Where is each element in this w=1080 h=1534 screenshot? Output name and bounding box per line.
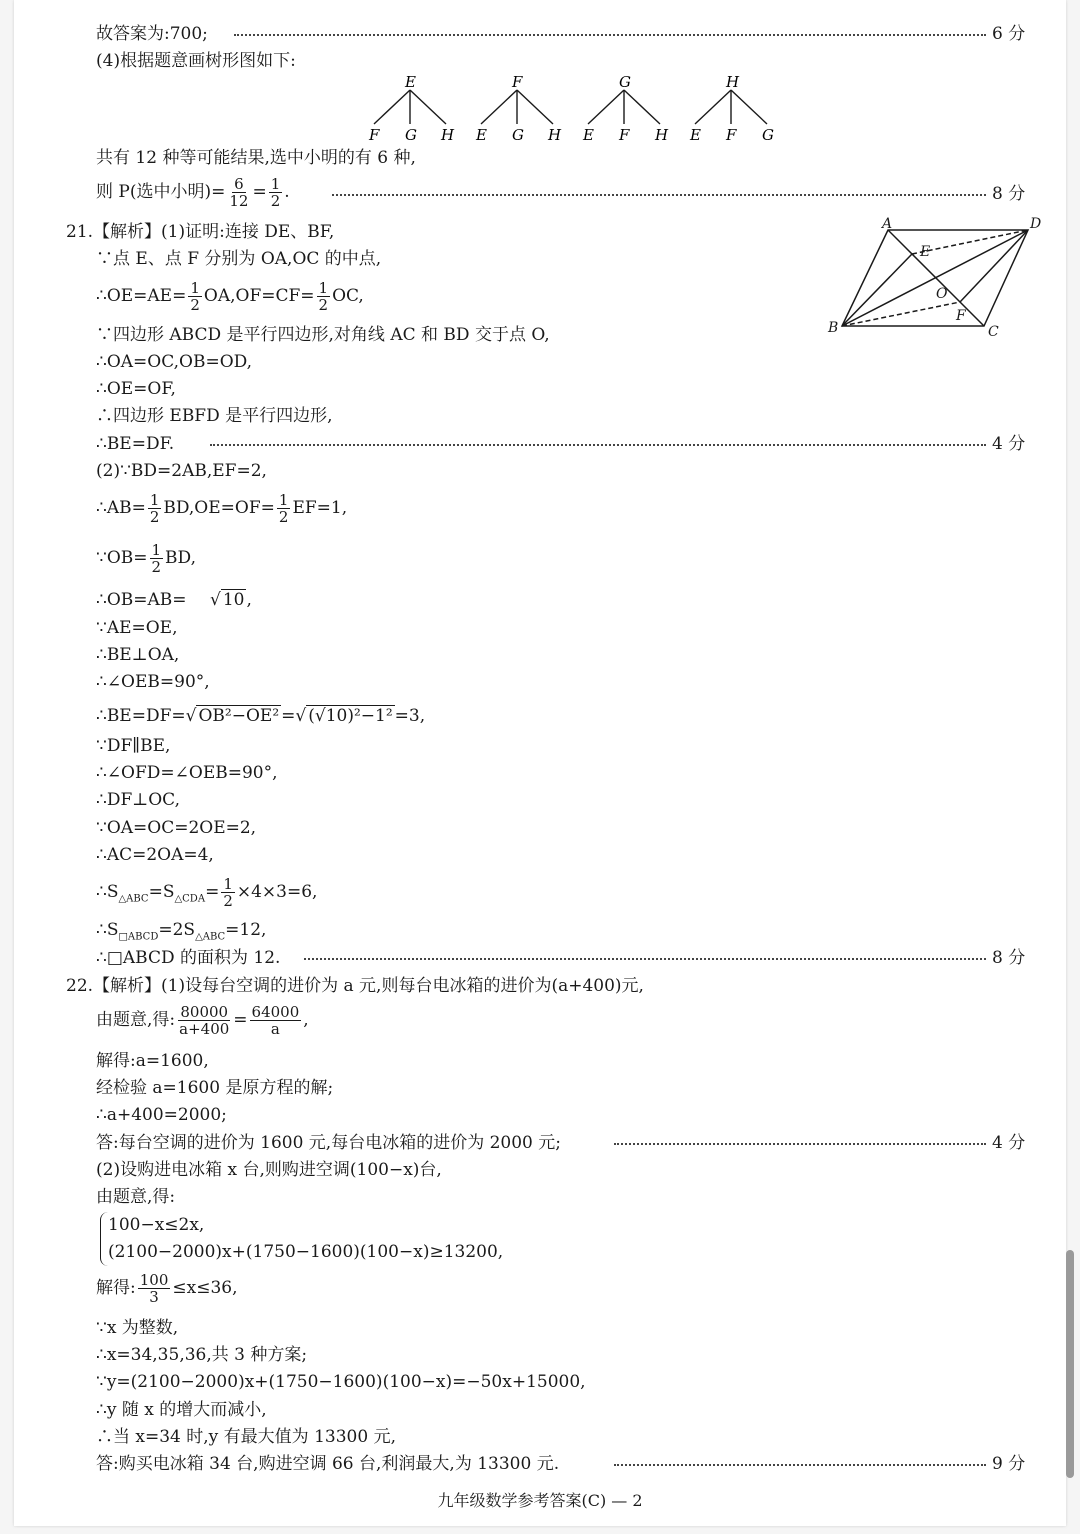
solution-line: 答:每台空调的进价为 1600 元,每台电冰箱的进价为 2000 元;: [96, 1133, 562, 1153]
solution-line: 共有 12 种等可能结果,选中小明的有 6 种,: [96, 148, 416, 168]
solution-line: 解得:a=1600,: [96, 1051, 209, 1071]
score-leader: [332, 194, 986, 196]
label-e: E: [920, 244, 931, 260]
oe-equation: [96, 280, 364, 313]
fraction-denominator: 2: [190, 296, 200, 314]
fraction-denominator: 2: [223, 892, 233, 910]
tree-leaf-label: F: [369, 126, 380, 144]
solution-line: ∴□ABCD 的面积为 12.: [96, 948, 281, 968]
tree-leaf-label: E: [583, 126, 594, 144]
radicand: (√10)²−1²: [308, 706, 393, 726]
fraction-denominator: 2: [278, 508, 289, 526]
tree-diagram: [354, 70, 784, 146]
fraction-numerator: 1: [278, 491, 289, 509]
equals-sign: =: [281, 706, 296, 726]
tree-leaf-label: G: [762, 126, 774, 144]
score-8: 8 分: [992, 184, 1026, 204]
equals-sign: =: [252, 182, 267, 202]
fraction-denominator: 2: [151, 558, 162, 576]
solution-line: ∵点 E、点 F 分别为 OA,OC 的中点,: [96, 249, 382, 269]
tree-root-label: F: [512, 73, 523, 91]
solution-line: ∴当 x=34 时,y 有最大值为 13300 元,: [96, 1427, 396, 1447]
fraction: [227, 176, 250, 209]
fraction-denominator: 2: [149, 508, 160, 526]
page-footer: 九年级数学参考答案(C) — 2: [437, 1491, 643, 1510]
solution-line: (2)设购进电冰箱 x 台,则购进空调(100−x)台,: [96, 1160, 442, 1180]
be-equation: [96, 704, 425, 728]
solution-line: 100−x≤2x,: [108, 1215, 205, 1235]
tree-branch: [410, 90, 446, 124]
label-o: O: [936, 286, 948, 302]
solution-line: ∴a+400=2000;: [96, 1105, 227, 1125]
solution-line: ∴x=34,35,36,共 3 种方案;: [96, 1345, 308, 1365]
score-leader: [210, 444, 986, 446]
fraction-numerator: 80000: [180, 1003, 229, 1021]
solution-line: ∵x 为整数,: [96, 1318, 179, 1338]
label-f: F: [956, 308, 966, 324]
tree-branch: [588, 90, 624, 124]
tree-leaf-label: F: [726, 126, 737, 144]
comma: ,: [246, 590, 252, 610]
fraction-numerator: 1: [318, 279, 329, 297]
sqrt-sign: √: [210, 590, 221, 610]
label-a: A: [882, 216, 893, 232]
tree-root-label: H: [726, 73, 740, 91]
fraction: [269, 176, 283, 209]
solution-line: 经检验 a=1600 是原方程的解;: [96, 1078, 334, 1098]
solution-line: ∵y=(2100−2000)x+(1750−1600)(100−x)=−50x+15000,: [96, 1372, 586, 1392]
fraction-denominator: 2: [270, 192, 281, 210]
score-4: 4 分: [992, 1133, 1026, 1153]
solution-line: ∴OA=OC,OB=OD,: [96, 352, 253, 372]
score-4: 4 分: [992, 434, 1026, 454]
solution-range: [96, 1272, 238, 1305]
tree-branch: [374, 90, 410, 124]
probability-line: [96, 176, 290, 209]
equation-part: ∵OB=: [96, 548, 148, 568]
tree-branch: [481, 90, 517, 124]
fraction-numerator: 1: [190, 279, 200, 297]
tree-leaf-label: H: [655, 126, 669, 144]
score-6: 6 分: [992, 24, 1026, 44]
equation-part: ∴S: [96, 882, 119, 902]
equation-part: ∴S: [96, 920, 119, 940]
equation-part: ≤x≤36,: [172, 1278, 238, 1298]
label-b: B: [828, 320, 839, 336]
equation-part: BD,OE=OF=: [163, 498, 275, 518]
solution-line: ∴∠OFD=∠OEB=90°,: [96, 763, 278, 783]
equals-sign: =: [205, 882, 220, 902]
solution-line: ∵AE=OE,: [96, 618, 178, 638]
equation-part: OC,: [332, 286, 364, 306]
score-leader: [614, 1143, 986, 1145]
equation-part: =S: [148, 882, 175, 902]
label-c: C: [988, 324, 999, 340]
solution-line: (2)∵BD=2AB,EF=2,: [96, 461, 267, 481]
fraction-denominator: a: [270, 1020, 280, 1038]
solution-line: ∵四边形 ABCD 是平行四边形,对角线 AC 和 BD 交于点 O,: [96, 325, 550, 345]
equation-part: ∴AB=: [96, 498, 146, 518]
solution-line: ∴OB=AB=: [96, 590, 187, 610]
area-equation: [96, 876, 317, 911]
fraction-numerator: 1: [270, 175, 281, 193]
solution-line: 答:购买电冰箱 34 台,购进空调 66 台,利润最大,为 13300 元.: [96, 1454, 560, 1474]
tree-leaf-label: H: [548, 126, 562, 144]
subscript: △ABC: [195, 931, 226, 943]
tree-leaf-label: E: [690, 126, 701, 144]
fraction-denominator: a+400: [179, 1020, 230, 1038]
equation-part: 解得:: [96, 1278, 136, 1298]
answer-page: [14, 0, 1066, 1526]
fraction: [177, 1004, 231, 1037]
fraction-numerator: 1: [223, 875, 233, 893]
fraction: [221, 876, 235, 909]
solution-line: ∴BE=DF.: [96, 434, 175, 454]
solution-line: ∵DF∥BE,: [96, 736, 171, 756]
price-equation: [96, 1004, 309, 1037]
tree-root-label: E: [405, 73, 416, 91]
solution-line: ∴AC=2OA=4,: [96, 845, 214, 865]
subscript: □ABCD: [118, 931, 159, 943]
fraction-numerator: 1: [151, 541, 162, 559]
equation-part: =2S: [158, 920, 196, 940]
fraction: [148, 492, 162, 525]
equation-part: ×4×3=6,: [236, 882, 318, 902]
tree-branch: [731, 90, 767, 124]
solution-line: 由题意,得:: [96, 1187, 176, 1207]
sqrt-sign: √: [295, 706, 307, 726]
score-9: 9 分: [992, 1454, 1026, 1474]
equation-part: =3,: [394, 706, 426, 726]
solution-line: (4)根据题意画树形图如下:: [96, 51, 296, 71]
fraction-numerator: 100: [139, 1271, 169, 1289]
fraction: [317, 280, 331, 313]
subscript: △CDA: [174, 893, 206, 905]
tree-branch: [517, 90, 553, 124]
equation-part: 由题意,得:: [96, 1010, 176, 1030]
segment-be: [842, 254, 912, 326]
ab-equation: [96, 492, 347, 525]
radicand: OB²−OE²: [198, 706, 280, 726]
solution-line: ∴y 随 x 的增大而减小,: [96, 1400, 267, 1420]
score-leader: [304, 958, 986, 960]
equation-part: ∴OE=AE=: [96, 286, 187, 306]
sqrt-sign: √: [185, 706, 197, 726]
fraction: [138, 1272, 171, 1305]
tree-branch: [695, 90, 731, 124]
equation-part: EF=1,: [292, 498, 348, 518]
label-d: D: [1030, 216, 1042, 232]
tree-leaf-label: G: [512, 126, 524, 144]
area-equation: [96, 918, 266, 949]
solution-line: ∴DF⊥OC,: [96, 790, 180, 810]
scrollbar-thumb[interactable]: [1066, 1250, 1074, 1478]
score-leader: [614, 1464, 986, 1466]
solution-line: 故答案为:700;: [96, 24, 208, 44]
equation-part: ∴BE=DF=: [96, 706, 186, 726]
fraction-denominator: 2: [318, 296, 329, 314]
solution-line: ∴∠OEB=90°,: [96, 672, 210, 692]
tree-branch: [624, 90, 660, 124]
radicand: 10: [222, 590, 245, 610]
fraction-numerator: 1: [149, 491, 160, 509]
period: .: [284, 182, 290, 202]
fraction: [277, 492, 291, 525]
solution-line: 21.【解析】(1)证明:连接 DE、BF,: [66, 222, 335, 242]
fraction-numerator: 64000: [251, 1003, 300, 1021]
equation-part: BD,: [165, 548, 196, 568]
comma: ,: [303, 1010, 309, 1030]
sqrt-ten: [210, 588, 252, 612]
parallelogram-figure: [822, 214, 1054, 344]
solution-line: ∴BE⊥OA,: [96, 645, 180, 665]
probability-prefix: 则 P(选中小明)=: [96, 182, 226, 202]
fraction-denominator: 3: [149, 1288, 159, 1306]
ob-equation: [96, 542, 196, 575]
tree-leaf-label: G: [405, 126, 417, 144]
subscript: △ABC: [118, 893, 149, 905]
diagonal-bd: [842, 230, 1028, 326]
tree-leaf-label: H: [441, 126, 455, 144]
fraction-numerator: 6: [234, 175, 244, 193]
solution-line: ∴四边形 EBFD 是平行四边形,: [96, 406, 333, 426]
fraction: [150, 542, 164, 575]
tree-leaf-label: E: [476, 126, 487, 144]
tree-root-label: G: [619, 73, 631, 91]
solution-line: 22.【解析】(1)设每台空调的进价为 a 元,则每台电冰箱的进价为(a+400)元,: [66, 976, 644, 996]
fraction: [188, 280, 202, 313]
solution-line: ∴OE=OF,: [96, 379, 176, 399]
equation-part: OA,OF=CF=: [203, 286, 315, 306]
tree-leaf-label: F: [619, 126, 630, 144]
system-brace: [100, 1212, 109, 1266]
equation-part: =12,: [225, 920, 267, 940]
fraction-denominator: 12: [229, 192, 249, 210]
solution-line: ∵OA=OC=2OE=2,: [96, 818, 257, 838]
score-leader: [234, 34, 986, 36]
segment-fd: [960, 230, 1028, 302]
solution-line: (2100−2000)x+(1750−1600)(100−x)≥13200,: [108, 1242, 504, 1262]
equals-sign: =: [233, 1010, 248, 1030]
segment-bf: [842, 302, 960, 326]
score-8: 8 分: [992, 948, 1026, 968]
fraction: [250, 1004, 302, 1037]
